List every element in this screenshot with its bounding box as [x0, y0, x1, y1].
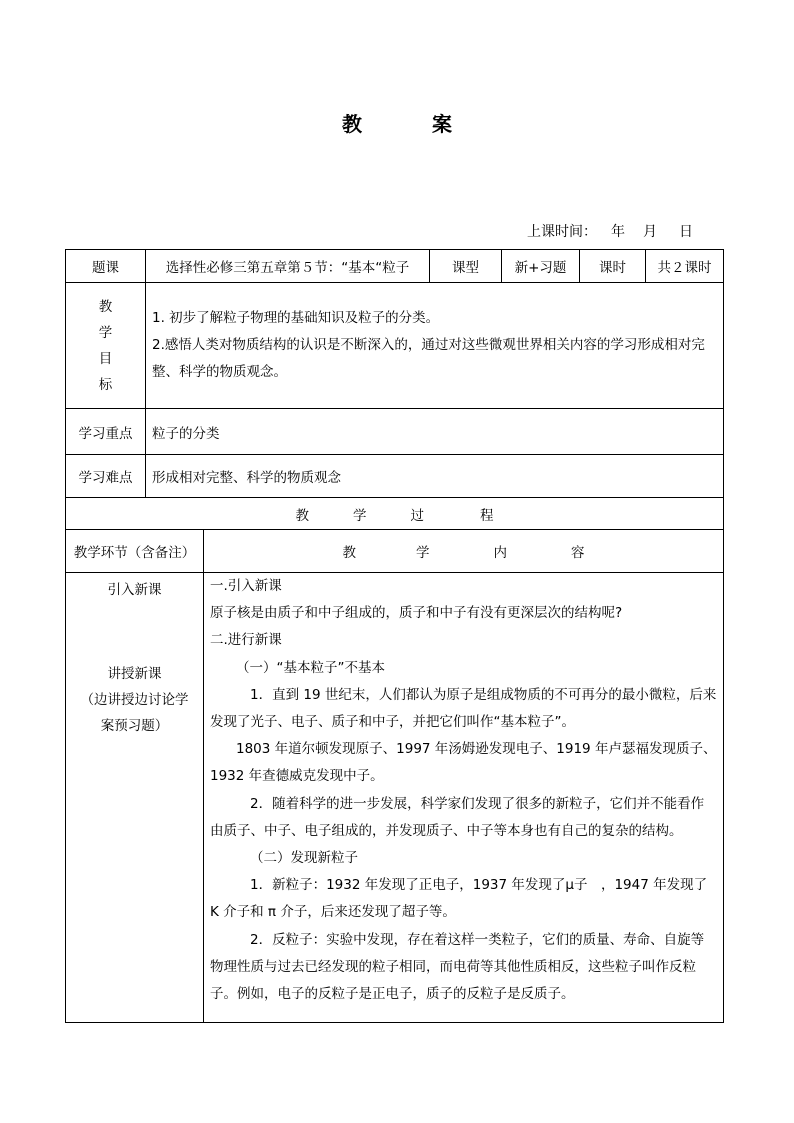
process-header-row: [66, 498, 724, 530]
content-line: （一）“基本粒子”不基本: [236, 659, 385, 676]
key-point-label: 学习重点: [66, 409, 146, 455]
class-date-month: 月: [643, 224, 657, 240]
class-date-line: [527, 221, 693, 241]
type-value: 新+习题: [502, 250, 580, 283]
difficulty-label: 学习难点: [66, 455, 146, 498]
content-line: 2．反粒子：实验中发现，存在着这样一类粒子，它们的质量、寿命、自旋等物理性质与过去已经发现的粒子相同，而电荷等其他性质相反，这些粒子叫作反粒子。例如，电子的反粒子是正电子，质子的反粒子是反质子。: [210, 931, 705, 1003]
content-line: 一.引入新课: [210, 578, 282, 594]
goals-content: [146, 283, 724, 409]
content-line: 原子核是由质子和中子组成的，质子和中子有没有更深层次的结构呢?: [210, 605, 623, 622]
goals-label: 教 学 目 标: [66, 283, 146, 409]
stage-lecture-note: （边讲授边讨论学案预习题）: [80, 692, 189, 734]
process-header: 教 学 过 程: [66, 498, 724, 530]
content-line: 2．随着科学的进一步发展，科学家们发现了很多的新粒子，它们并不能看作由质子、中子、电子组成的，并发现质子、中子等本身也有自己的复杂的结构。: [210, 795, 705, 839]
goals-row: [66, 283, 724, 409]
class-date-day: 日: [679, 224, 693, 240]
content-line: 1803 年道尔顿发现原子、1997 年汤姆逊发现电子、1919 年卢瑟福发现质子、1932 年查德威克发现中子。: [210, 741, 717, 785]
difficulty-row: [66, 455, 724, 498]
difficulty-value: 形成相对完整、科学的物质观念: [146, 455, 724, 498]
stage-intro: 引入新课: [107, 582, 162, 598]
content-line: 二.进行新课: [210, 632, 282, 649]
document-title: [0, 108, 794, 137]
key-point-value: 粒子的分类: [146, 409, 724, 455]
stage-column: [66, 573, 204, 1023]
title-char-2: 案: [432, 112, 452, 136]
stage-lecture: 讲授新课: [107, 666, 162, 682]
content-line: 1．新粒子：1932 年发现了正电子，1937 年发现了μ子 ，1947 年发现了 K 介子和 π 介子，后来还发现了超子等。: [210, 877, 708, 921]
section-header-row: [66, 530, 724, 573]
teaching-content: [204, 573, 724, 1023]
topic-value: 选择性必修三第五章第５节：“基本“粒子: [146, 250, 430, 283]
goal-line-1: 1. 初步了解粒子物理的基础知识及粒子的分类。: [152, 310, 440, 326]
content-line: 1．直到 19 世纪末，人们都认为原子是组成物质的不可再分的最小微粒，后来发现了光子、电子、质子和中子，并把它们叫作“基本粒子”。: [210, 686, 717, 731]
type-label: 课型: [430, 250, 502, 283]
class-date-year: 年: [611, 224, 625, 240]
content-line: （二）发现新粒子: [250, 850, 358, 867]
lesson-plan-table: [65, 249, 724, 1023]
hours-label: 课时: [580, 250, 646, 283]
header-row: [66, 250, 724, 283]
hours-value: 共２课时: [646, 250, 724, 283]
content-column-header: 教 学 内 容: [204, 530, 724, 573]
key-point-row: [66, 409, 724, 455]
goal-line-2: 2.感悟人类对物质结构的认识是不断深入的，通过对这些微观世界相关内容的学习形成相对完整、科学的物质观念。: [152, 337, 705, 380]
process-row: [66, 573, 724, 1023]
class-date-label: 上课时间：: [527, 224, 597, 240]
title-char-1: 教: [342, 112, 362, 136]
topic-label: 题课: [66, 250, 146, 283]
stage-column-header: 教学环节（含备注）: [66, 530, 204, 573]
